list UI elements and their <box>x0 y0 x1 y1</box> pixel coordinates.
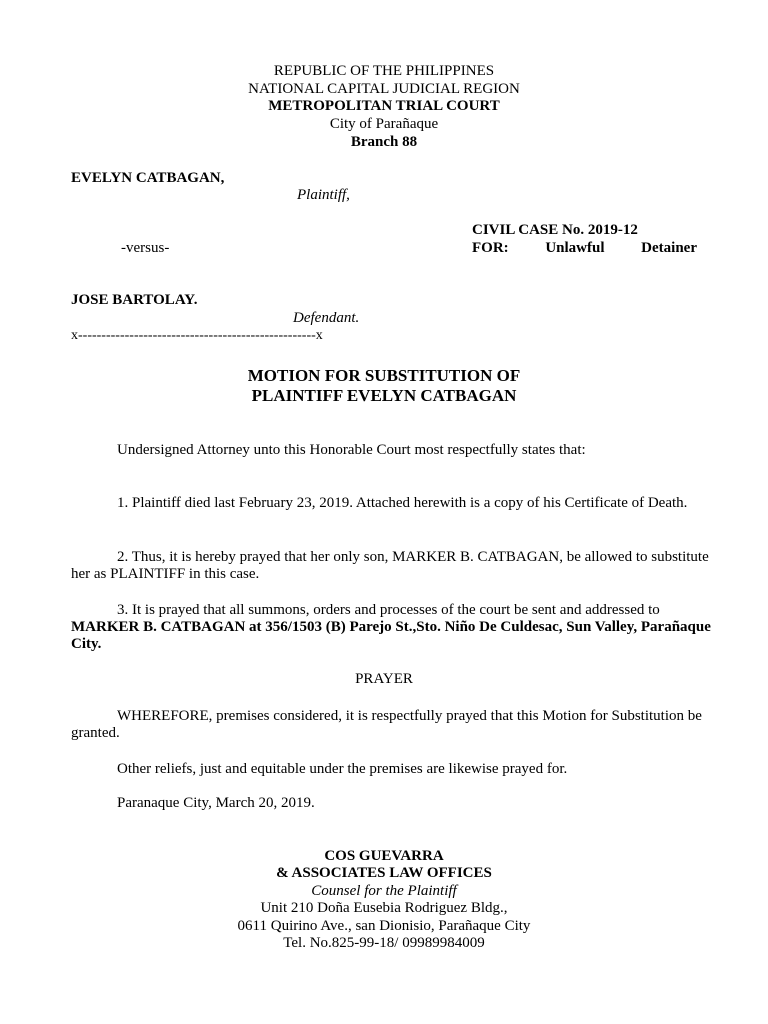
republic-heading: REPUBLIC OF THE PHILIPPINES <box>273 63 495 79</box>
wherefore-paragraph: WHEREFORE, premises considered, it is respectfully prayed that this Motion for Substitution be granted. <box>71 708 702 741</box>
caption-divider: x---------------------------------------------------x <box>71 328 323 343</box>
address-line1: Unit 210 Doña Eusebia Rodriguez Bldg., <box>260 900 508 916</box>
defendant-name: JOSE BARTOLAY. <box>71 292 198 308</box>
for-word-detainer: Detainer <box>641 240 697 256</box>
prayer-heading: PRAYER <box>355 671 413 687</box>
for-word-unlawful: Unlawful <box>545 240 605 256</box>
paragraph-3-text: 3. It is prayed that all summons, orders and processes of the court be sent and addressed to <box>117 602 660 618</box>
date-line: Paranaque City, March 20, 2019. <box>117 795 315 811</box>
case-number: CIVIL CASE No. 2019-12 <box>472 222 638 238</box>
firm-name-line2: & ASSOCIATES LAW OFFICES <box>276 865 492 881</box>
paragraph-3-address: MARKER B. CATBAGAN at 356/1503 (B) Parejo St.,Sto. Niño De Culdesac, Sun Valley, Parañaque City. <box>71 619 711 652</box>
address-line2: 0611 Quirino Ave., san Dionisio, Parañaque City <box>237 918 531 934</box>
city-heading: City of Parañaque <box>329 116 439 132</box>
motion-title-line2: PLAINTIFF EVELYN CATBAGAN <box>251 386 517 405</box>
paragraph-1: 1. Plaintiff died last February 23, 2019. Attached herewith is a copy of his Certificate of Death. <box>117 495 688 511</box>
court-heading: METROPOLITAN TRIAL COURT <box>268 98 500 114</box>
motion-title-line1: MOTION FOR SUBSTITUTION OF <box>247 366 521 385</box>
region-heading: NATIONAL CAPITAL JUDICIAL REGION <box>248 81 520 97</box>
defendant-role: Defendant. <box>293 310 360 326</box>
case-nature <box>472 240 697 257</box>
telephone-line: Tel. No.825-99-18/ 09989984009 <box>283 935 485 951</box>
versus-label: -versus- <box>121 240 170 256</box>
branch-heading: Branch 88 <box>350 134 418 150</box>
other-reliefs-paragraph: Other reliefs, just and equitable under the premises are likewise prayed for. <box>117 761 568 777</box>
firm-name-line1: COS GUEVARRA <box>324 848 444 864</box>
plaintiff-name: EVELYN CATBAGAN, <box>71 170 225 186</box>
plaintiff-role: Plaintiff, <box>297 187 350 203</box>
for-label: FOR: <box>472 240 509 256</box>
paragraph-3 <box>71 602 711 653</box>
counsel-label: Counsel for the Plaintiff <box>311 883 457 899</box>
paragraph-2: 2. Thus, it is hereby prayed that her only son, MARKER B. CATBAGAN, be allowed to substitute her as PLAINTIFF in this case. <box>71 549 709 582</box>
intro-paragraph: Undersigned Attorney unto this Honorable Court most respectfully states that: <box>117 442 586 458</box>
